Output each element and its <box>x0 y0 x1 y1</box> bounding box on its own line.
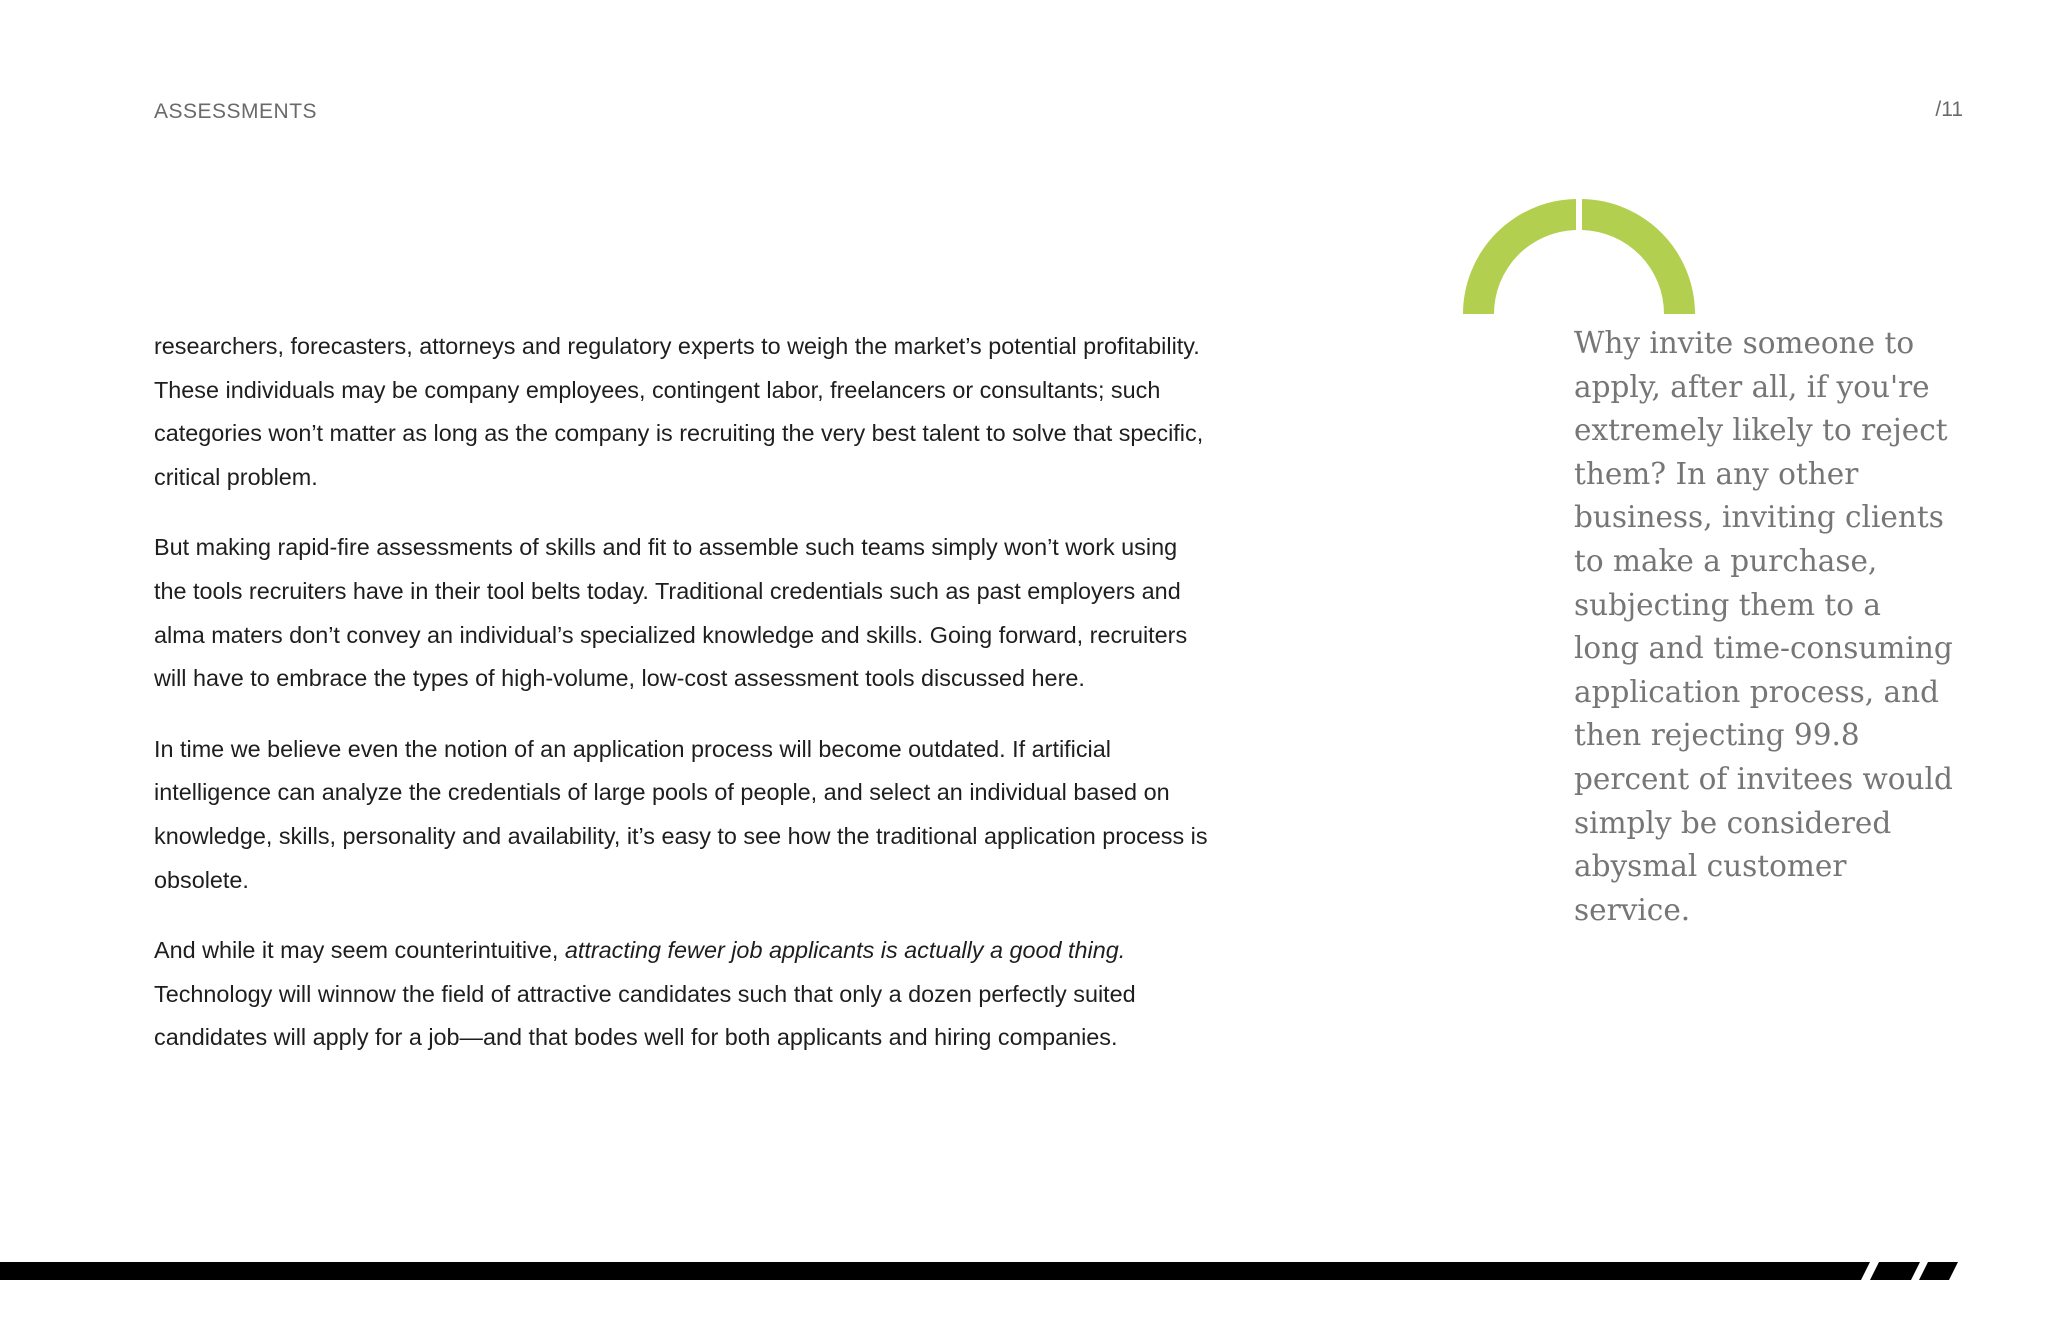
pull-quote: Why invite someone to apply, after all, if you're extremely likely to reject them? In any other business, inviting clients to make a purchase, subjecting them to a long and time-consuming application process, and then rejecting 99.8 percent of invitees would simply be considered abysmal customer service. <box>1574 326 1953 927</box>
gauge-right-segment <box>1582 199 1695 314</box>
page-number: /11 <box>1935 98 1963 121</box>
body-copy <box>154 325 1214 1087</box>
gauge-arc-icon <box>1459 190 1699 314</box>
body-paragraph-2: But making rapid-fire assessments of skills and fit to assemble such teams simply won’t work using the tools recruiters have in their tool belts today. Traditional credentials such as past employers and alma maters don’t convey an individual’s specialized knowledge and skills. Going forward, recruiters will have to embrace the types of high-volume, low-cost assessment tools discussed here. <box>154 534 1188 692</box>
footer-rule-slash-2 <box>1919 1262 1958 1280</box>
body-paragraph-1: researchers, forecasters, attorneys and regulatory experts to weigh the market’s potential profitability. These individuals may be company employees, contingent labor, freelancers or consultants; such categories won’t matter as long as the company is recruiting the very best talent to solve that specific, critical problem. <box>154 333 1204 490</box>
section-label: ASSESSMENTS <box>154 100 318 123</box>
footer-rule <box>0 1262 1960 1280</box>
gauge-left-segment <box>1463 199 1576 314</box>
paragraph-4-emphasis: attracting fewer job applicants is actually a good thing. <box>564 937 1126 964</box>
paragraph-4-end: Technology will winnow the field of attractive candidates such that only a dozen perfectly suited candidates will apply for a job—and that bodes well for both applicants and hiring companies. <box>154 980 1136 1051</box>
footer-rule-slash-1 <box>1870 1262 1920 1280</box>
paragraph-4-start: And while it may seem counterintuitive, <box>154 937 565 964</box>
footer-rule-bar <box>0 1262 1870 1280</box>
body-paragraph-3: In time we believe even the notion of an application process will become outdated. If artificial intelligence can analyze the credentials of large pools of people, and select an individual based on knowledge, skills, personality and availability, it’s easy to see how the traditional application process is obsolete. <box>154 735 1208 893</box>
body-paragraph-4 <box>154 929 1214 1060</box>
